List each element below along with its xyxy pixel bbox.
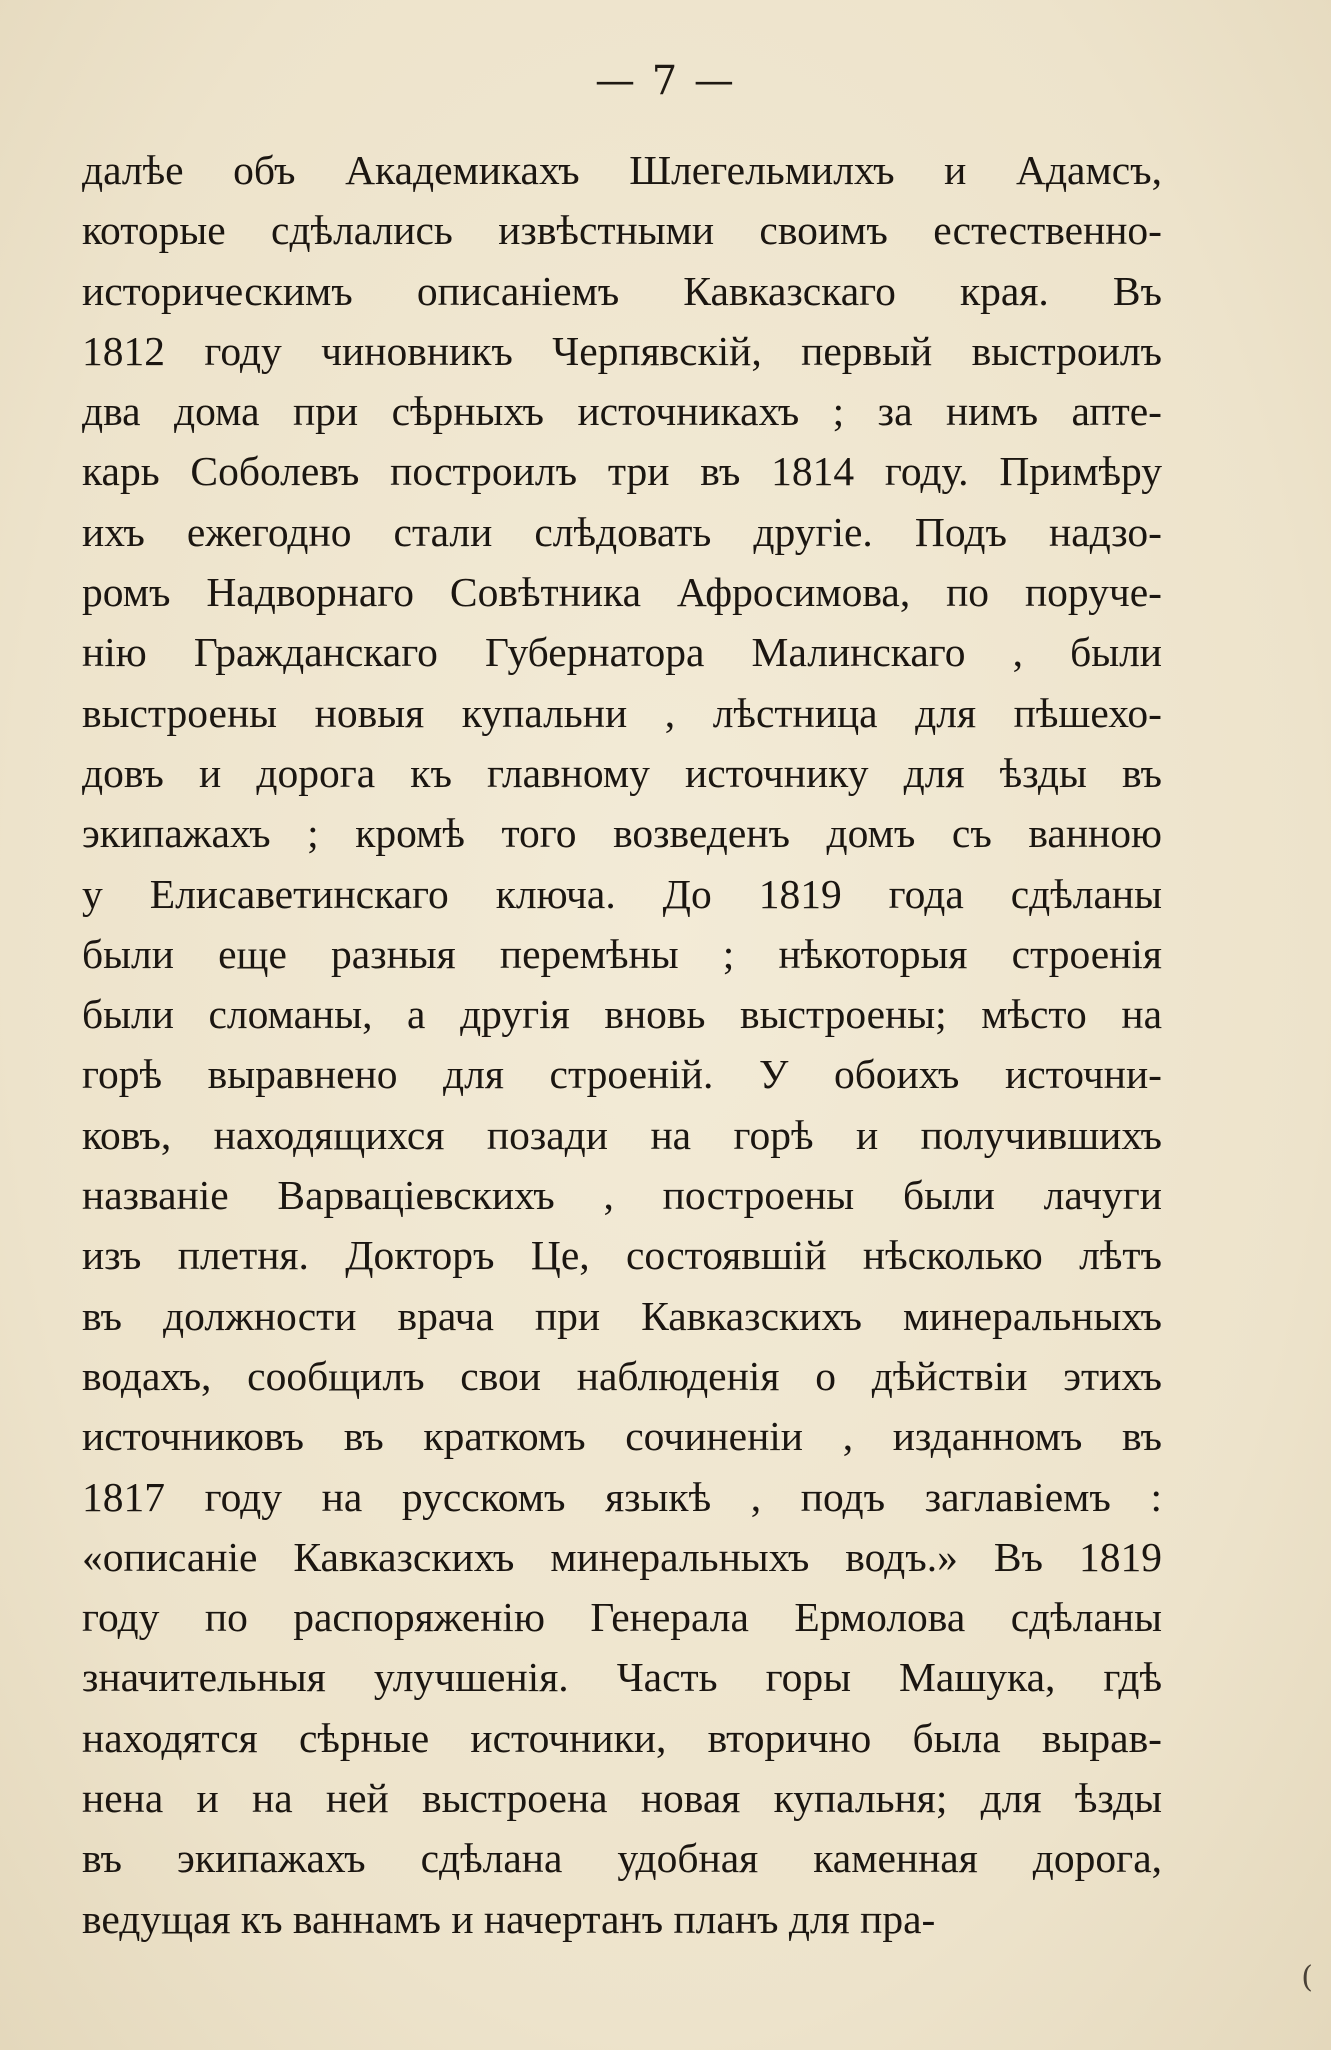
page-number: — 7 —	[595, 58, 736, 104]
text-line: 1812 году чиновникъ Черпявскій, первый выстроилъ	[82, 327, 1162, 374]
text-line: карь Соболевъ построилъ три въ 1814 году. Примѣру	[82, 448, 1162, 495]
text-line: горѣ выравнено для строеній. У обоихъ источни-	[82, 1051, 1162, 1098]
text-line: историческимъ описаніемъ Кавказскаго края. Въ	[82, 267, 1162, 314]
body-text	[82, 140, 1162, 1949]
text-line: которые сдѣлались извѣстными своимъ естественно-	[82, 207, 1162, 254]
text-line: нена и на ней выстроена новая купальня; для ѣзды	[82, 1775, 1162, 1822]
text-line: ведущая къ ваннамъ и начертанъ планъ для пра-	[82, 1895, 936, 1942]
text-line: ихъ ежегодно стали слѣдовать другіе. Подъ надзо-	[82, 508, 1162, 555]
text-line: въ экипажахъ сдѣлана удобная каменная дорога,	[82, 1835, 1162, 1882]
text-line: въ должности врача при Кавказскихъ минеральныхъ	[82, 1292, 1162, 1339]
text-line: у Елисаветинскаго ключа. До 1819 года сдѣланы	[82, 870, 1162, 917]
text-line: выстроены новыя купальни , лѣстница для пѣшехо-	[82, 689, 1162, 736]
text-line: нію Гражданскаго Губернатора Малинскаго , были	[82, 629, 1162, 676]
text-line: довъ и дорога къ главному источнику для ѣзды въ	[82, 749, 1162, 796]
text-line: два дома при сѣрныхъ источникахъ ; за нимъ апте-	[82, 388, 1162, 435]
text-line: названіе Варваціевскихъ , построены были лачуги	[82, 1172, 1162, 1219]
page-edge-mark: (	[1301, 1960, 1313, 1995]
text-line: находятся сѣрные источники, вторично была вырав-	[82, 1714, 1162, 1761]
text-line: источниковъ въ краткомъ сочиненіи , изданномъ въ	[82, 1413, 1162, 1460]
text-line: были сломаны, а другія вновь выстроены; мѣсто на	[82, 991, 1162, 1038]
text-line: были еще разныя перемѣны ; нѣкоторыя строенія	[82, 930, 1162, 977]
text-line: «описаніе Кавказскихъ минеральныхъ водъ.» Въ 1819	[82, 1533, 1162, 1580]
text-line: году по распоряженію Генерала Ермолова сдѣланы	[82, 1594, 1162, 1641]
text-line: изъ плетня. Докторъ Це, состоявшій нѣсколько лѣтъ	[82, 1232, 1162, 1279]
text-line: ковъ, находящихся позади на горѣ и получившихъ	[82, 1111, 1162, 1158]
text-line: 1817 году на русскомъ языкѣ , подъ заглавіемъ :	[82, 1473, 1162, 1520]
text-line: ромъ Надворнаго Совѣтника Афросимова, по поруче-	[82, 569, 1162, 616]
text-line: далѣе объ Академикахъ Шлегельмилхъ и Адамсъ,	[82, 147, 1162, 193]
text-line: водахъ, сообщилъ свои наблюденія о дѣйствіи этихъ	[82, 1352, 1162, 1399]
text-line: экипажахъ ; кромѣ того возведенъ домъ съ ванною	[82, 810, 1162, 857]
text-line: значительныя улучшенія. Часть горы Машука, гдѣ	[82, 1654, 1162, 1701]
